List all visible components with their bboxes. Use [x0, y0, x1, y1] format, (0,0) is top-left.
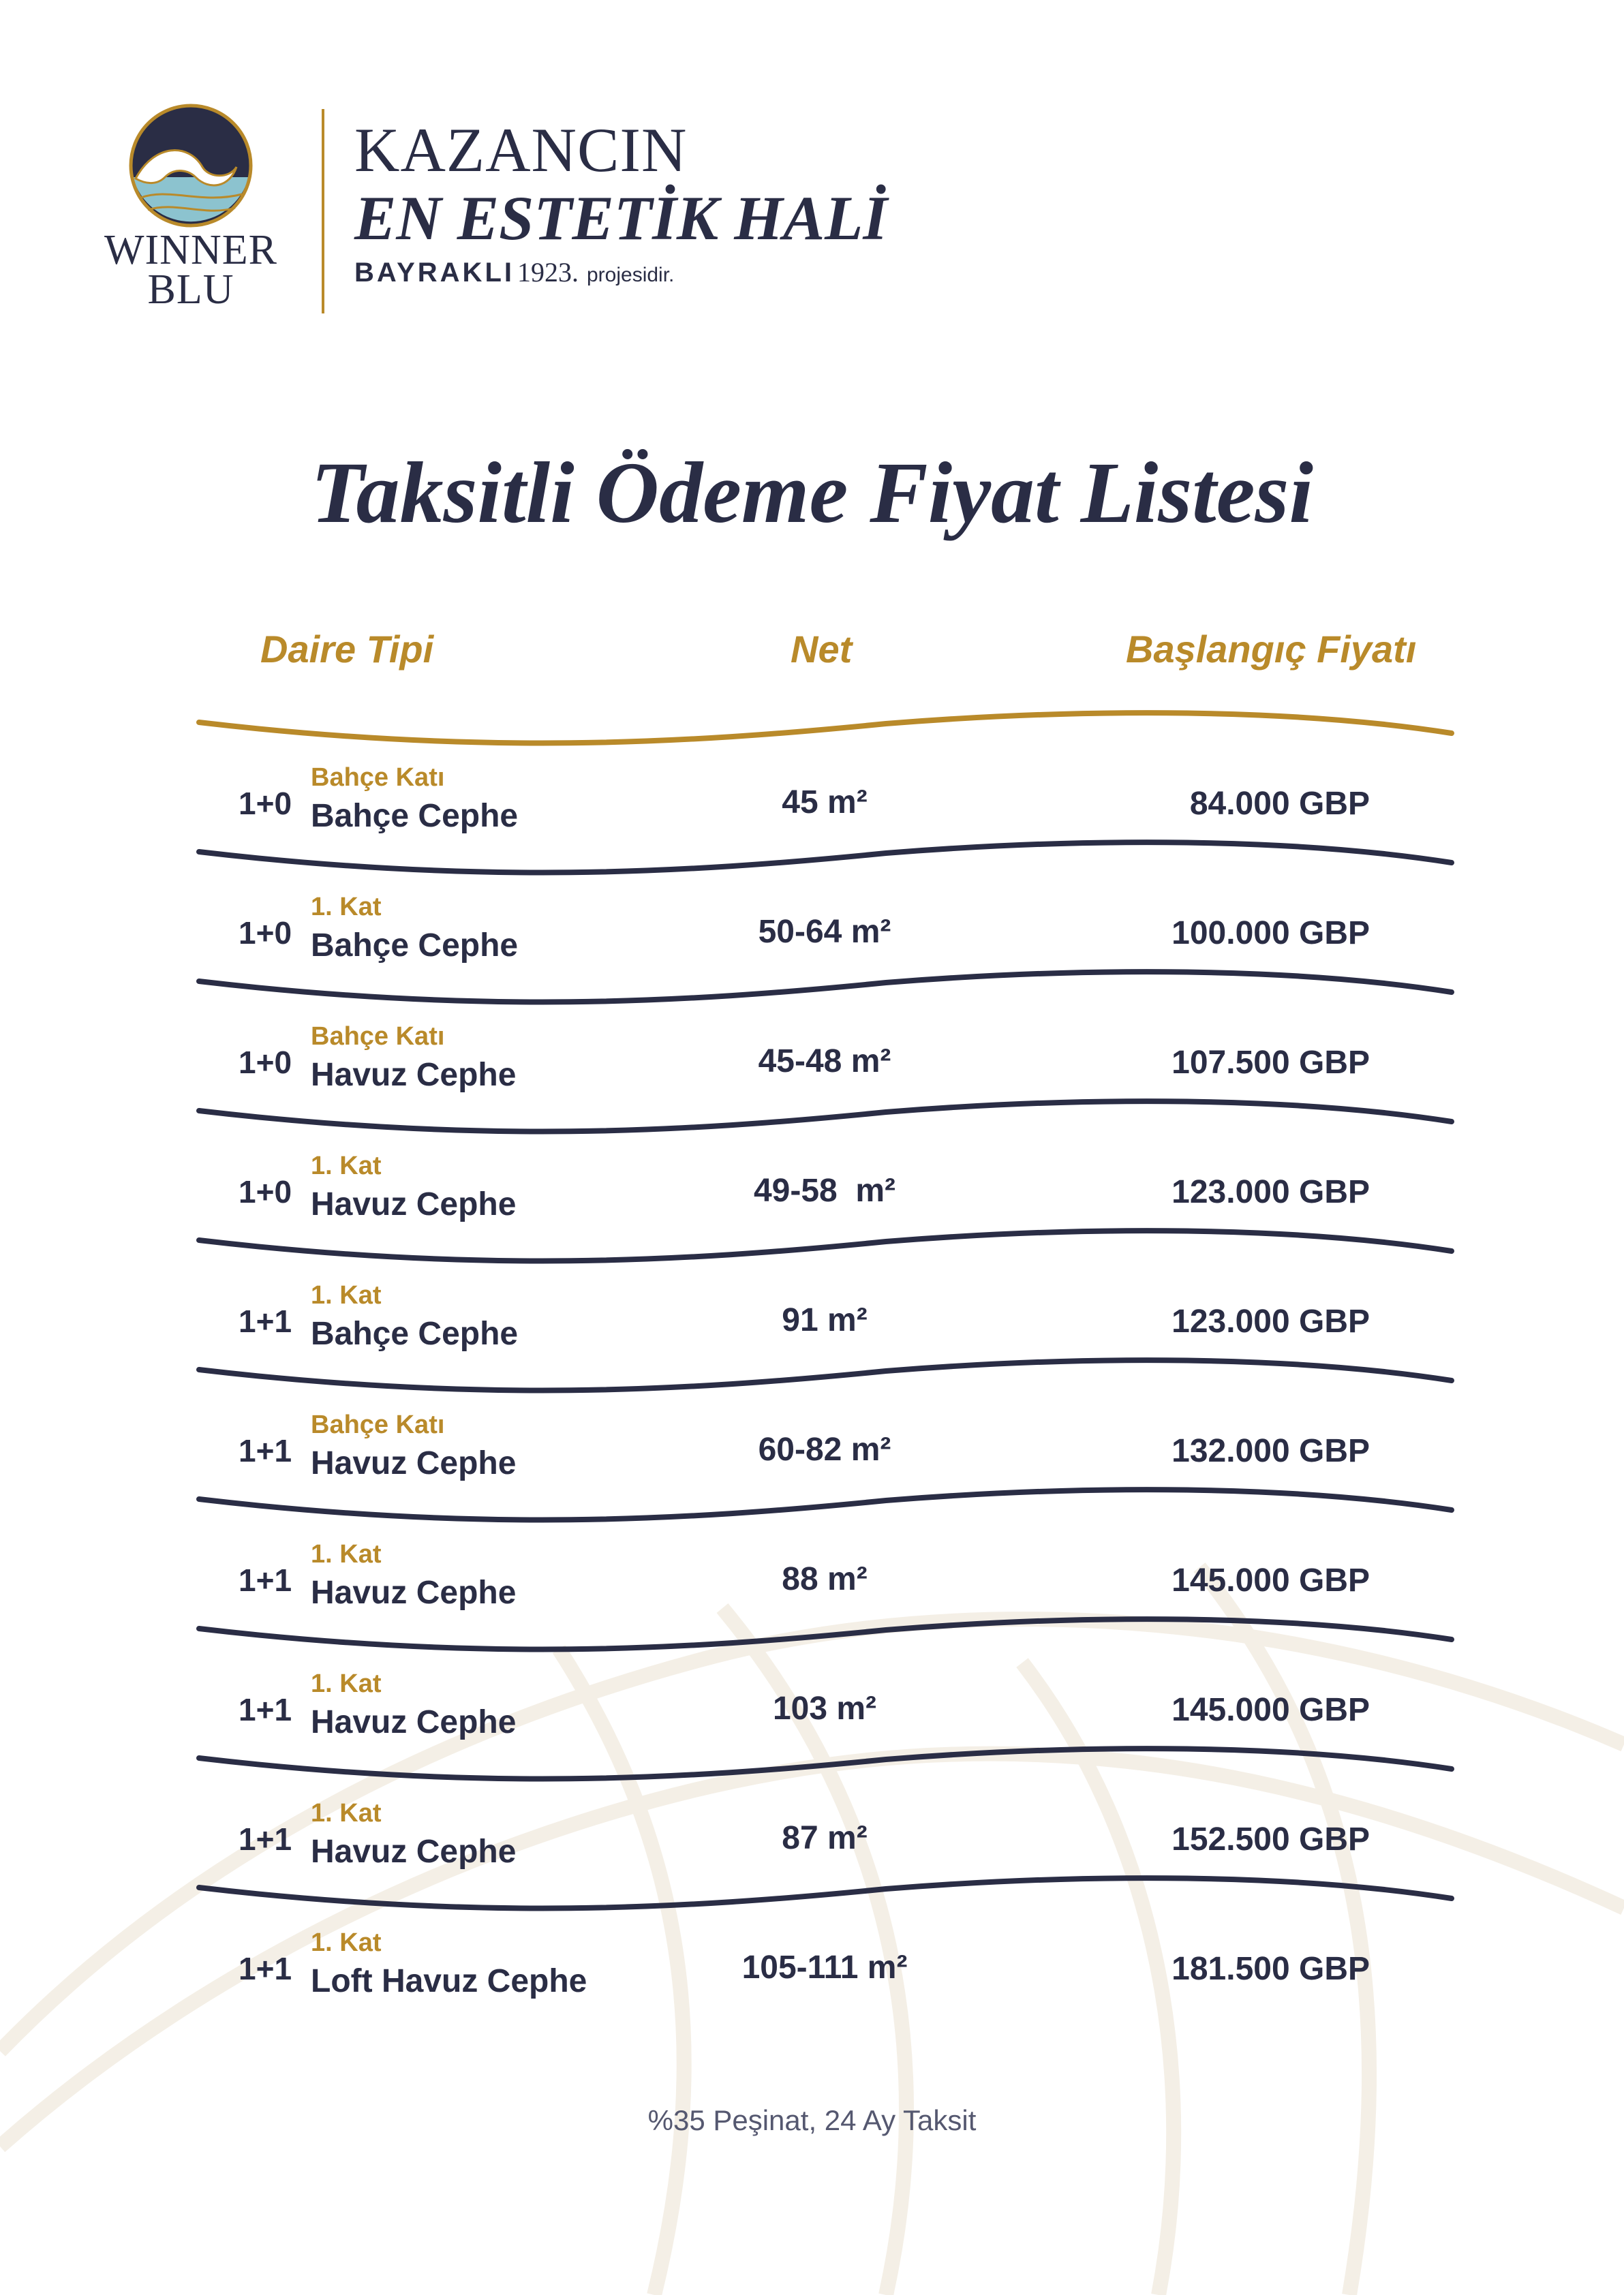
brand-name: BAYRAKLI [354, 258, 515, 288]
facade-label: Bahçe Cephe [311, 798, 519, 834]
starting-price: 84.000 GBP [1189, 786, 1370, 822]
floor-label: Bahçe Katı [311, 1411, 445, 1439]
tagline-line-2: EN ESTETİK HALİ [354, 183, 888, 253]
floor-label: 1. Kat [311, 1281, 382, 1310]
starting-price: 100.000 GBP [1171, 915, 1370, 951]
net-area: 50-64 m² [758, 914, 891, 950]
logo-text-blu: BLU [147, 266, 234, 313]
floor-label: Bahçe Katı [311, 1022, 445, 1051]
table-row [0, 879, 1624, 1008]
net-area: 49-58 m² [753, 1173, 896, 1209]
column-header-net: Net [791, 628, 853, 671]
net-area: 91 m² [782, 1302, 868, 1338]
facade-label: Havuz Cephe [311, 1057, 517, 1093]
wave-emblem-icon [127, 102, 254, 229]
net-area: 87 m² [782, 1820, 868, 1856]
table-row [0, 1008, 1624, 1138]
starting-price: 123.000 GBP [1171, 1304, 1370, 1340]
net-area: 45 m² [782, 784, 868, 820]
room-count: 1+1 [239, 1433, 292, 1468]
facade-label: Bahçe Cephe [311, 1316, 519, 1352]
table-row [0, 1138, 1624, 1267]
header-wave-divider [199, 713, 1452, 743]
starting-price: 152.500 GBP [1171, 1821, 1370, 1858]
brand-suffix: projesidir. [587, 264, 675, 286]
brand-year: 1923. [517, 257, 579, 288]
floor-label: 1. Kat [311, 1799, 382, 1828]
room-count: 1+1 [239, 1562, 292, 1598]
starting-price: 132.000 GBP [1171, 1433, 1370, 1469]
table-row [0, 1656, 1624, 1785]
payment-terms-footnote: %35 Peşinat, 24 Ay Taksit [647, 2104, 977, 2136]
facade-label: Havuz Cephe [311, 1575, 517, 1611]
logo-text-winner: WINNER [104, 227, 277, 273]
room-count: 1+1 [239, 1951, 292, 1986]
table-row [0, 1915, 1624, 2044]
floor-label: 1. Kat [311, 1669, 382, 1698]
table-row [0, 1785, 1624, 1915]
column-header-price: Başlangıç Fiyatı [1126, 628, 1417, 671]
facade-label: Havuz Cephe [311, 1186, 517, 1222]
room-count: 1+0 [239, 1045, 292, 1080]
floor-label: 1. Kat [311, 1540, 382, 1569]
facade-label: Loft Havuz Cephe [311, 1963, 587, 1999]
tagline-line-1: KAZANCIN [354, 115, 688, 185]
starting-price: 181.500 GBP [1171, 1951, 1370, 1987]
header-divider [322, 109, 324, 313]
starting-price: 145.000 GBP [1171, 1692, 1370, 1728]
table-row [0, 1267, 1624, 1397]
facade-label: Havuz Cephe [311, 1704, 517, 1740]
brand-line [354, 256, 887, 288]
starting-price: 123.000 GBP [1171, 1174, 1370, 1210]
floor-label: 1. Kat [311, 893, 382, 921]
table-row [0, 1397, 1624, 1526]
room-count: 1+0 [239, 786, 292, 821]
room-count: 1+0 [239, 1174, 292, 1210]
table-row [0, 750, 1624, 879]
column-header-type: Daire Tipi [260, 628, 434, 671]
net-area: 103 m² [772, 1691, 877, 1727]
winner-blu-logo [95, 102, 286, 320]
tagline [354, 116, 887, 288]
room-count: 1+1 [239, 1692, 292, 1727]
room-count: 1+0 [239, 915, 292, 951]
floor-label: 1. Kat [311, 1928, 382, 1957]
starting-price: 145.000 GBP [1171, 1562, 1370, 1599]
net-area: 60-82 m² [758, 1432, 891, 1468]
net-area: 88 m² [782, 1561, 868, 1597]
net-area: 105-111 m² [741, 1950, 908, 1986]
floor-label: Bahçe Katı [311, 763, 445, 792]
floor-label: 1. Kat [311, 1152, 382, 1180]
starting-price: 107.500 GBP [1171, 1045, 1370, 1081]
table-row [0, 1526, 1624, 1656]
facade-label: Bahçe Cephe [311, 927, 519, 964]
facade-label: Havuz Cephe [311, 1445, 517, 1481]
room-count: 1+1 [239, 1821, 292, 1857]
room-count: 1+1 [239, 1304, 292, 1339]
net-area: 45-48 m² [758, 1043, 891, 1079]
page-title: Taksitli Ödeme Fiyat Listesi [311, 444, 1313, 541]
facade-label: Havuz Cephe [311, 1834, 517, 1870]
